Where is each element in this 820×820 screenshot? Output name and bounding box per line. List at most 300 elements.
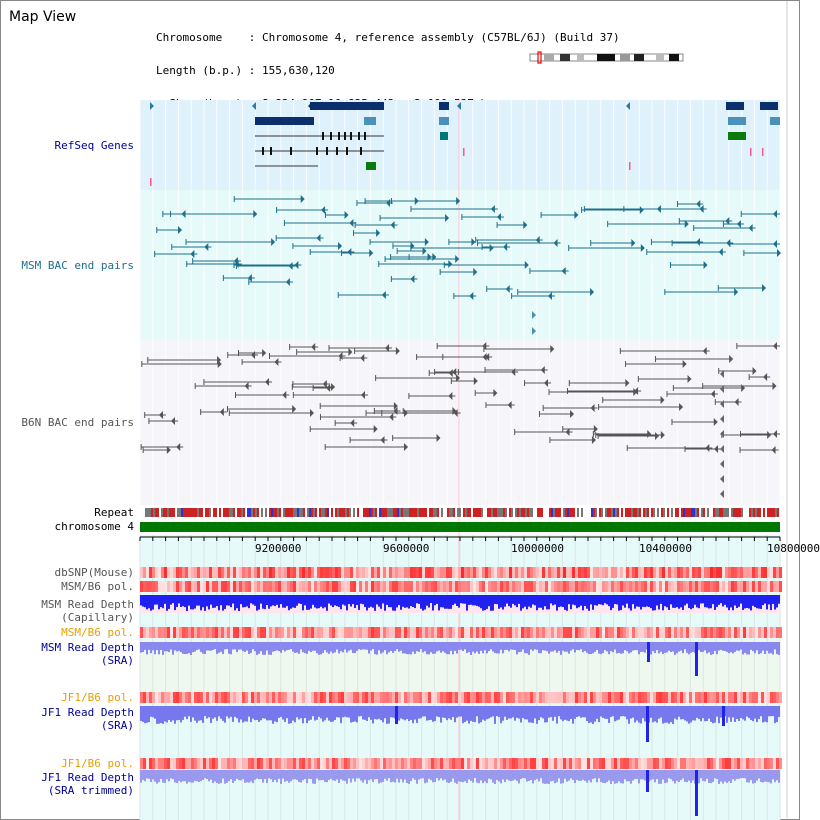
depth-bar: [500, 706, 502, 723]
depth-bar: [746, 595, 748, 608]
exon: [290, 147, 292, 155]
heat-cell: [224, 758, 227, 769]
heat-cell: [674, 581, 677, 592]
depth-bar: [150, 595, 152, 611]
depth-bar: [574, 595, 576, 605]
depth-bar: [702, 706, 704, 718]
track-label-jf1-b6-pol-1[interactable]: JF1/B6 pol.: [61, 691, 134, 704]
track-label-dbsnp[interactable]: dbSNP(Mouse): [54, 566, 134, 579]
gene-block: [439, 117, 449, 125]
heat-cell: [698, 581, 701, 592]
depth-bar: [694, 595, 696, 605]
ideogram-band: [597, 54, 615, 61]
heat-cell: [755, 581, 758, 592]
heat-cell: [200, 692, 203, 703]
repeat-block: [371, 508, 373, 517]
heat-cell: [263, 758, 266, 769]
heat-cell: [452, 692, 455, 703]
heat-cell: [275, 692, 278, 703]
depth-bar: [212, 770, 214, 783]
depth-bar: [296, 770, 298, 780]
depth-bar: [380, 770, 382, 783]
depth-bar: [330, 595, 332, 606]
track-label-jf1-depth-sra[interactable]: [41, 706, 134, 732]
track-label-msm-b6-pol-1[interactable]: MSM/B6 pol.: [61, 580, 134, 593]
repeat-block: [285, 508, 287, 517]
depth-bar: [488, 770, 490, 779]
heat-cell: [146, 627, 149, 638]
heat-cell: [533, 692, 536, 703]
heat-cell: [770, 758, 773, 769]
heat-cell: [389, 567, 392, 578]
heat-cell: [182, 758, 185, 769]
heat-cell: [647, 567, 650, 578]
depth-bar: [544, 770, 546, 784]
depth-bar: [328, 770, 330, 780]
heat-cell: [305, 581, 308, 592]
depth-bar: [300, 595, 302, 604]
depth-bar: [176, 595, 178, 607]
heat-cell: [314, 581, 317, 592]
depth-bar: [264, 770, 266, 779]
heat-cell: [569, 627, 572, 638]
depth-bar: [244, 770, 246, 783]
heat-cell: [752, 758, 755, 769]
depth-bar: [242, 642, 244, 651]
depth-bar: [506, 770, 508, 779]
heat-cell: [632, 567, 635, 578]
depth-bar: [288, 770, 290, 783]
track-label-repeat[interactable]: Repeat: [94, 506, 134, 519]
depth-bar: [288, 706, 290, 724]
heat-cell: [638, 567, 641, 578]
repeat-block: [379, 508, 381, 517]
depth-bar: [182, 595, 184, 606]
heat-cell: [677, 567, 680, 578]
depth-bar: [416, 770, 418, 784]
depth-bar: [682, 770, 684, 778]
repeat-block: [413, 508, 415, 517]
heat-cell: [173, 758, 176, 769]
depth-bar: [170, 770, 172, 778]
depth-bar: [730, 706, 732, 722]
heat-cell: [365, 581, 368, 592]
heat-cell: [224, 692, 227, 703]
heat-cell: [218, 758, 221, 769]
depth-bar: [686, 642, 688, 653]
depth-bar: [614, 642, 616, 650]
depth-bar: [298, 642, 300, 654]
depth-bar: [634, 595, 636, 609]
depth-bar: [714, 706, 716, 723]
depth-bar: [560, 706, 562, 719]
depth-bar: [220, 706, 222, 719]
gene-block: [726, 102, 744, 110]
depth-bar: [574, 706, 576, 719]
heat-cell: [659, 567, 662, 578]
depth-bar: [514, 770, 516, 780]
depth-bar: [254, 770, 256, 780]
heat-cell: [623, 758, 626, 769]
repeat-block: [427, 508, 429, 517]
heat-cell: [236, 758, 239, 769]
heat-cell: [653, 627, 656, 638]
track-label-msm-depth-capillary[interactable]: [41, 598, 134, 624]
depth-bar: [622, 595, 624, 605]
heat-cell: [620, 581, 623, 592]
heat-cell: [353, 692, 356, 703]
repeat-block: [729, 508, 731, 517]
depth-bar: [758, 642, 760, 654]
heat-cell: [287, 692, 290, 703]
depth-bar: [540, 770, 542, 778]
heat-cell: [359, 581, 362, 592]
depth-bar: [534, 770, 536, 780]
depth-bar: [230, 706, 232, 717]
depth-bar: [388, 642, 390, 652]
depth-bar: [316, 706, 318, 720]
repeat-block: [573, 508, 575, 517]
heat-cell: [446, 581, 449, 592]
heat-cell: [665, 567, 668, 578]
heat-cell: [773, 627, 776, 638]
heat-cell: [722, 627, 725, 638]
heat-cell: [332, 581, 335, 592]
depth-bar: [774, 770, 776, 782]
depth-bar: [472, 770, 474, 783]
track-label-msm-bac[interactable]: MSM BAC end pairs: [21, 259, 134, 272]
heat-cell: [545, 581, 548, 592]
heat-cell: [728, 567, 731, 578]
heat-cell: [446, 627, 449, 638]
repeat-block: [237, 508, 239, 517]
heat-cell: [563, 581, 566, 592]
track-label-msm-b6-pol-2[interactable]: MSM/B6 pol.: [61, 626, 134, 639]
heat-cell: [743, 567, 746, 578]
heat-cell: [185, 581, 188, 592]
heat-cell: [266, 581, 269, 592]
heat-cell: [266, 627, 269, 638]
depth-bar: [240, 706, 242, 719]
depth-bar: [372, 642, 374, 649]
depth-bar: [254, 642, 256, 651]
heat-cell: [410, 581, 413, 592]
heat-cell: [713, 567, 716, 578]
heat-cell: [368, 627, 371, 638]
depth-bar: [402, 642, 404, 653]
depth-bar: [218, 770, 220, 784]
track-label-msm-depth-sra[interactable]: [41, 641, 134, 667]
heat-cell: [443, 581, 446, 592]
heat-cell: [749, 627, 752, 638]
depth-bar: [448, 595, 450, 609]
heat-cell: [743, 581, 746, 592]
depth-bar: [542, 595, 544, 610]
heat-cell: [455, 692, 458, 703]
depth-bar: [268, 642, 270, 655]
heat-cell: [350, 627, 353, 638]
depth-bar: [174, 595, 176, 610]
depth-bar: [172, 706, 174, 720]
heat-cell: [176, 692, 179, 703]
track-label-jf1-b6-pol-2[interactable]: JF1/B6 pol.: [61, 757, 134, 770]
depth-bar: [196, 595, 198, 606]
depth-bar: [558, 706, 560, 716]
depth-bar: [626, 595, 628, 604]
depth-bar: [762, 642, 764, 651]
heat-cell: [182, 581, 185, 592]
heat-cell: [533, 627, 536, 638]
depth-bar: [282, 595, 284, 608]
heat-cell: [632, 758, 635, 769]
heat-cell: [608, 692, 611, 703]
depth-bar: [278, 706, 280, 718]
heat-cell: [716, 758, 719, 769]
depth-bar: [462, 642, 464, 651]
depth-bar: [710, 642, 712, 655]
depth-bar: [224, 595, 226, 609]
heat-cell: [695, 758, 698, 769]
depth-bar: [436, 595, 438, 604]
depth-bar: [322, 595, 324, 608]
depth-bar: [318, 770, 320, 780]
heat-cell: [473, 567, 476, 578]
heat-cell: [413, 581, 416, 592]
heat-cell: [683, 567, 686, 578]
heat-cell: [551, 581, 554, 592]
depth-bar: [466, 770, 468, 783]
repeat-block: [269, 508, 271, 517]
heat-cell: [635, 758, 638, 769]
depth-bar: [724, 770, 726, 782]
depth-bar: [582, 770, 584, 780]
heat-cell: [260, 692, 263, 703]
depth-bar: [604, 595, 606, 603]
heat-cell: [257, 692, 260, 703]
repeat-block: [579, 508, 581, 517]
heat-cell: [173, 567, 176, 578]
heat-cell: [485, 627, 488, 638]
heat-cell: [374, 581, 377, 592]
heat-cell: [341, 692, 344, 703]
heat-cell: [752, 627, 755, 638]
depth-bar: [140, 642, 142, 653]
depth-bar: [172, 642, 174, 655]
depth-bar: [698, 595, 700, 608]
heat-cell: [650, 692, 653, 703]
heat-cell: [158, 581, 161, 592]
depth-bar: [636, 770, 638, 779]
heat-cell: [749, 567, 752, 578]
heat-cell: [569, 581, 572, 592]
depth-bar: [694, 706, 696, 721]
depth-bar: [598, 770, 600, 778]
depth-bar: [690, 595, 692, 609]
heat-cell: [269, 692, 272, 703]
track-label-jf1-depth-trimmed[interactable]: [41, 771, 134, 797]
depth-bar: [662, 706, 664, 724]
depth-bar: [466, 706, 468, 721]
depth-bar: [630, 595, 632, 611]
heat-cell: [737, 758, 740, 769]
repeat-block: [699, 508, 701, 517]
depth-bar: [328, 706, 330, 721]
depth-bar: [738, 642, 740, 651]
depth-bar: [484, 706, 486, 721]
depth-bar: [704, 706, 706, 721]
heat-cell: [206, 758, 209, 769]
heat-cell: [158, 758, 161, 769]
depth-bar: [188, 642, 190, 653]
heat-cell: [638, 692, 641, 703]
heat-cell: [545, 758, 548, 769]
depth-bar: [344, 770, 346, 781]
heat-cell: [764, 567, 767, 578]
depth-bar: [548, 595, 550, 609]
heat-cell: [509, 692, 512, 703]
depth-bar: [734, 770, 736, 781]
depth-bar: [168, 770, 170, 781]
repeat-block: [191, 508, 193, 517]
repeat-block: [741, 508, 743, 517]
repeat-block: [175, 508, 177, 517]
heat-cell: [212, 627, 215, 638]
depth-bar: [432, 706, 434, 722]
heat-cell: [251, 567, 254, 578]
depth-bar: [504, 642, 506, 650]
depth-bar: [676, 642, 678, 653]
repeat-block: [407, 508, 409, 517]
depth-bar: [478, 642, 480, 654]
depth-bar: [400, 595, 402, 610]
heat-cell: [578, 581, 581, 592]
depth-bar: [198, 595, 200, 606]
heat-cell: [536, 567, 539, 578]
heat-cell: [170, 758, 173, 769]
heat-cell: [347, 758, 350, 769]
repeat-block: [239, 508, 241, 517]
depth-bar: [358, 642, 360, 649]
heat-cell: [176, 627, 179, 638]
depth-bar: [514, 595, 516, 605]
repeat-block: [689, 508, 691, 517]
depth-bar: [720, 595, 722, 603]
depth-bar: [620, 642, 622, 654]
depth-bar: [238, 770, 240, 780]
depth-bar: [292, 770, 294, 779]
track-label-b6n-bac[interactable]: B6N BAC end pairs: [21, 416, 134, 429]
repeat-block: [265, 508, 267, 517]
depth-bar: [188, 706, 190, 716]
heat-cell: [647, 758, 650, 769]
repeat-block: [627, 508, 629, 517]
depth-bar: [442, 642, 444, 651]
depth-bar: [414, 595, 416, 608]
depth-bar: [304, 770, 306, 779]
heat-cell: [269, 627, 272, 638]
depth-bar: [196, 642, 198, 650]
heat-cell: [680, 581, 683, 592]
depth-bar: [216, 770, 218, 783]
depth-bar: [306, 706, 308, 723]
depth-bar: [370, 706, 372, 720]
heat-cell: [356, 692, 359, 703]
depth-bar: [726, 642, 728, 652]
repeat-block: [469, 508, 471, 517]
depth-bar: [578, 595, 580, 607]
heat-cell: [530, 581, 533, 592]
depth-bar: [166, 595, 168, 611]
depth-bar: [210, 770, 212, 780]
repeat-block: [411, 508, 413, 517]
heat-cell: [725, 581, 728, 592]
heat-cell: [200, 758, 203, 769]
heat-cell: [476, 567, 479, 578]
track-label-chromosome[interactable]: chromosome 4: [54, 520, 134, 533]
heat-cell: [446, 758, 449, 769]
heat-cell: [554, 758, 557, 769]
depth-bar: [356, 706, 358, 722]
depth-bar: [720, 642, 722, 650]
heat-cell: [185, 692, 188, 703]
depth-bar: [262, 706, 264, 718]
heat-cell: [641, 758, 644, 769]
depth-bar: [420, 770, 422, 779]
heat-cell: [140, 692, 143, 703]
heat-cell: [776, 627, 779, 638]
repeat-block: [385, 508, 387, 517]
heat-cell: [479, 627, 482, 638]
axis-tick-label: 9200000: [255, 542, 302, 555]
depth-bar: [754, 770, 756, 783]
depth-bar: [524, 595, 526, 607]
heat-cell: [677, 627, 680, 638]
heat-cell: [320, 581, 323, 592]
heat-cell: [728, 692, 731, 703]
depth-bar: [302, 770, 304, 780]
depth-bar: [448, 706, 450, 718]
ideogram-band: [634, 54, 644, 61]
depth-bar: [406, 706, 408, 719]
heat-cell: [302, 581, 305, 592]
depth-bar: [200, 706, 202, 720]
heat-cell: [254, 581, 257, 592]
heat-cell: [611, 567, 614, 578]
heat-cell: [770, 692, 773, 703]
depth-bar: [588, 642, 590, 654]
heat-cell: [584, 758, 587, 769]
depth-bar: [766, 770, 768, 782]
heat-cell: [656, 758, 659, 769]
repeat-block: [223, 508, 225, 517]
depth-bar: [476, 770, 478, 783]
depth-bar: [352, 706, 354, 722]
repeat-block: [449, 508, 451, 517]
heat-cell: [698, 567, 701, 578]
track-label-refseq[interactable]: RefSeq Genes: [54, 139, 134, 152]
repeat-block: [443, 508, 445, 517]
heat-cell: [632, 581, 635, 592]
heat-cell: [179, 692, 182, 703]
heat-cell: [242, 692, 245, 703]
depth-bar: [766, 706, 768, 722]
heat-cell: [191, 758, 194, 769]
repeat-block: [421, 508, 423, 517]
depth-bar: [150, 770, 152, 782]
depth-bar: [404, 706, 406, 720]
depth-bar: [768, 642, 770, 653]
depth-bar: [398, 706, 400, 721]
